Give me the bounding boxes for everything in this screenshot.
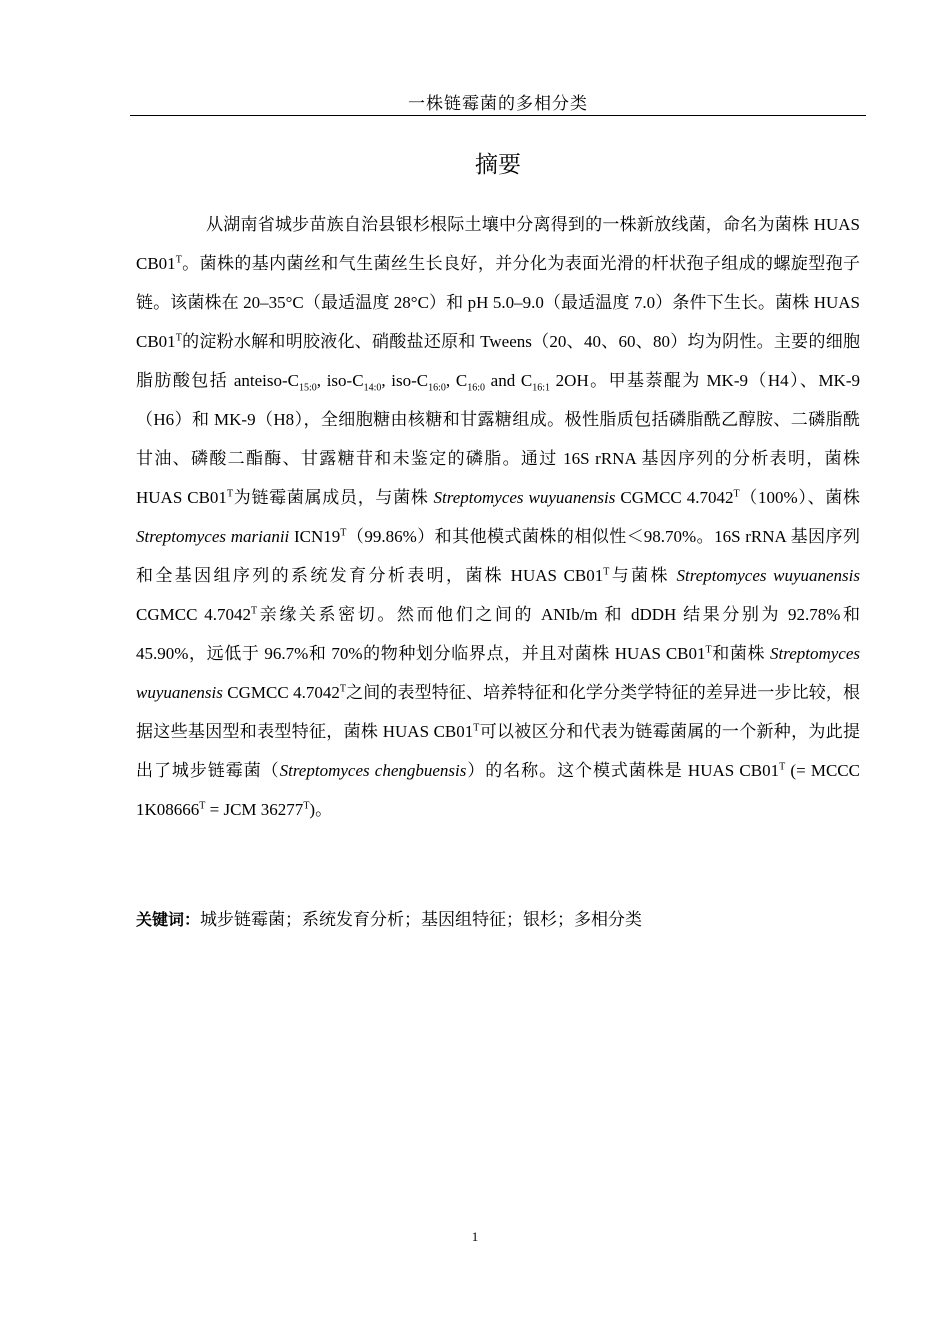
fatty-acid-sub: 14:0	[363, 382, 382, 394]
species-name: Streptomyces wuyuanensis	[676, 566, 860, 585]
abstract-text: , iso-C	[381, 371, 429, 390]
type-strain-sup: T	[339, 683, 346, 695]
type-strain-sup: T	[199, 800, 206, 812]
species-name: Streptomyces marianii	[136, 527, 290, 546]
type-strain-sup: T	[733, 488, 740, 500]
type-strain-sup: T	[175, 254, 182, 266]
abstract-title: 摘要	[475, 152, 521, 178]
abstract-text: 。菌株的基内菌丝和气生菌丝生长良好，并分化为表面光滑的杆状孢子组成的螺旋型孢子链。该菌株在 20–35°C（最适温度 28°C）和 pH 5.0–9.0（最适温度 7.0）条件下生长。菌株 HUAS CB01	[136, 254, 860, 351]
abstract-text: CGMCC 4.7042	[222, 683, 340, 702]
abstract-text: 和菌株	[711, 644, 770, 663]
abstract-text: , C	[445, 371, 468, 390]
type-strain-sup: T	[226, 488, 234, 500]
keywords-label: 关键词：	[136, 910, 201, 929]
fatty-acid-sub: 16:0	[428, 382, 446, 394]
abstract-text: 的淀粉水解和明胶液化、硝酸盐还原和 Tweens（20、40、60、80）均为阴性。主要的细胞脂肪酸包括 anteiso-C	[136, 332, 860, 390]
abstract-text: (= MCCC 1K08666	[136, 761, 860, 819]
abstract-text: CGMCC 4.7042	[136, 605, 252, 624]
abstract-text: 2OH。甲基萘醌为 MK-9（H4）、MK-9（H6）和 MK-9（H8），全细胞糖由核糖和甘露糖组成。极性脂质包括磷脂酰乙醇胺、二磷脂酰甘油、磷酸二酯酶、甘露糖苷和未鉴定的磷脂。通过 16S rRNA 基因序列的分析表明，菌株 HUAS CB01	[136, 371, 860, 507]
abstract-text: = JCM 36277	[205, 800, 304, 819]
abstract-text: （100%）、菌株	[739, 488, 861, 507]
abstract-text: 亲缘关系密切。然而他们之间的 ANIb/m 和 dDDH 结果分别为 92.78%和 45.90%，远低于 96.7%和 70%的物种划分临界点，并且对菌株 HUAS CB01	[136, 605, 860, 663]
abstract-text: CGMCC 4.7042	[615, 488, 734, 507]
abstract-text: )。	[309, 800, 333, 819]
keywords-text: 城步链霉菌；系统发育分析；基因组特征；银杉；多相分类	[200, 910, 643, 929]
abstract-text: 之间的表型特征、培养特征和化学分类学特征的差异进一步比较，根据这些基因型和表型特征，菌株 HUAS CB01	[136, 683, 860, 741]
species-name: Streptomyces wuyuanensis	[433, 488, 616, 507]
abstract-text: 从湖南省城步苗族自治县银杉根际土壤中分离得到的一株新放线菌，命名为菌株 HUAS CB01	[136, 215, 860, 273]
type-strain-sup: T	[473, 722, 480, 734]
abstract-text: ）的名称。这个模式菌株是 HUAS CB01	[466, 761, 780, 780]
type-strain-sup: T	[705, 644, 712, 656]
type-strain-sup: T	[175, 332, 182, 344]
type-strain-sup: T	[340, 527, 347, 539]
fatty-acid-sub: 16:0	[467, 382, 485, 394]
abstract-text: and C	[484, 371, 533, 390]
type-strain-sup: T	[603, 566, 610, 578]
fatty-acid-sub: 15:0	[299, 382, 317, 394]
type-strain-sup: T	[251, 605, 258, 617]
abstract-text: 可以被区分和代表为链霉菌属的一个新种，为此提出了城步链霉菌（	[136, 722, 861, 780]
abstract-text: 与菌株	[609, 566, 677, 585]
abstract-text: ICN19	[289, 527, 341, 546]
header-divider	[130, 115, 866, 116]
abstract-text: , iso-C	[316, 371, 364, 390]
abstract-paragraph	[136, 205, 860, 829]
keywords-line	[136, 905, 860, 935]
page-number: 1	[471, 1229, 479, 1244]
species-name: Streptomyces wuyuanensis	[136, 644, 860, 702]
abstract-text: 为链霉菌属成员，与菌株	[233, 488, 434, 507]
species-name: Streptomyces chengbuensis	[279, 761, 467, 780]
type-strain-sup: T	[303, 800, 310, 812]
type-strain-sup: T	[779, 761, 786, 773]
running-header: 一株链霉菌的多相分类	[408, 94, 588, 114]
fatty-acid-sub: 16:1	[532, 382, 550, 394]
abstract-text: （99.86%）和其他模式菌株的相似性＜98.70%。16S rRNA 基因序列和全基因组序列的系统发育分析表明，菌株 HUAS CB01	[136, 527, 860, 585]
